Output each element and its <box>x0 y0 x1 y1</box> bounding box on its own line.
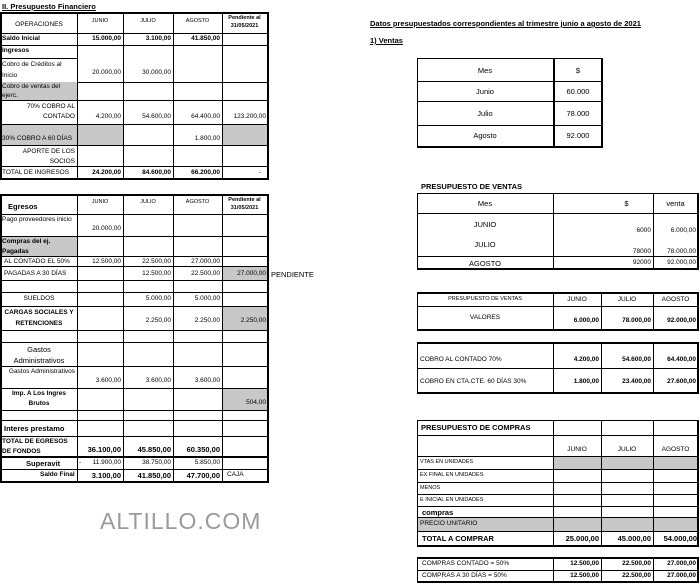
superavit-label: Superavit <box>26 459 61 468</box>
superavit-dash: - <box>79 459 82 466</box>
cobro-contado-julio: 54.600,00 <box>622 356 651 363</box>
saldo-final-julio: 41.850,00 <box>137 471 171 480</box>
pag30-julio: 12.500,00 <box>142 270 171 277</box>
saldo-junio: 15.000,00 <box>92 35 121 42</box>
cobro-contado-junio: 4.200,00 <box>573 356 599 363</box>
contado-agosto: 27.000,00 <box>191 258 220 265</box>
ventas-val-3: 92.000 <box>566 131 590 140</box>
compras-30-label: COMPRAS A 30 DÍAS = 50% <box>422 572 507 579</box>
saldo-final-junio: 3.100,00 <box>91 471 121 480</box>
right-title: Datos presupuestados correspondientes al trimestre junio a agosto de 2021 <box>370 19 641 28</box>
pv-venta-3: 92.000,00 <box>667 259 696 266</box>
compras-contado-junio: 12.500,00 <box>570 560 599 567</box>
col-pendiente-2: Pendiente al 31/05/2021 <box>228 197 261 211</box>
pv-venta-1: 6.000,00 <box>670 227 696 234</box>
grey-cell <box>553 456 698 469</box>
total-comprar-agosto: 54.000,00 <box>663 534 697 543</box>
pv-val-1: 6000 <box>636 227 651 234</box>
pv-mes-2: JULIO <box>474 240 496 249</box>
col-agosto-2: AGOSTO <box>185 199 210 205</box>
pv-venta-2: 78.000,00 <box>667 248 696 255</box>
cobro-cta-julio: 23.400,00 <box>622 378 651 385</box>
compras-30-agosto: 27.000,00 <box>667 572 696 579</box>
total-comprar-junio: 25.000,00 <box>565 534 599 543</box>
total-ingresos-label: TOTAL DE INGRESOS <box>2 169 70 176</box>
rv-col-agosto: AGOSTO <box>661 296 690 303</box>
ingresos-brutos-label: Imp. A Los Ingres Brutos <box>11 390 67 407</box>
pv-col-dollar: $ <box>624 199 629 208</box>
total-ing-julio: 84.600,00 <box>142 169 171 176</box>
total-comprar-label: TOTAL A COMPRAR <box>422 534 494 543</box>
compras-pagadas-label: Compras del ej. Pagadas <box>2 238 51 255</box>
col-julio: JULIO <box>140 18 156 24</box>
pendiente-note: PENDIENTE <box>271 270 314 279</box>
gastos-adm-title: Gastos Administrativos <box>13 345 65 365</box>
saldo-final-label: Saldo Final <box>40 471 75 478</box>
saldo-julio: 3.100,00 <box>145 35 171 42</box>
cobro-cta-agosto: 27.600,00 <box>667 378 696 385</box>
compras-label: compras <box>422 508 454 517</box>
total-egr-junio: 36.100,00 <box>87 445 121 454</box>
gastos-agosto: 3.600,00 <box>194 377 220 384</box>
ventas-mes-2: Julio <box>477 109 493 118</box>
cobro70-julio: 54.600,00 <box>142 113 171 120</box>
menos-label: MENOS <box>420 485 441 491</box>
total-ing-agosto: 66.200,00 <box>191 169 220 176</box>
cobro-70-label: 70% COBRO AL CONTADO <box>26 103 75 120</box>
rv-val-junio: 6.000,00 <box>573 317 599 324</box>
ingresos-brutos-pend: 504,00 <box>246 399 266 406</box>
pv-val-3: 92000 <box>632 259 651 266</box>
cobro-cta-junio: 1.800,00 <box>573 378 599 385</box>
compras-contado-julio: 22.500,00 <box>622 560 651 567</box>
presupuesto-ventas-title: PRESUPUESTO DE VENTAS <box>421 182 522 191</box>
compras-30-junio: 12.500,00 <box>570 572 599 579</box>
cargas-julio: 2.250,00 <box>145 317 171 324</box>
cobro-ventas-label: Cobro de ventas del ejerc. <box>2 83 61 99</box>
ventas-mes-1: Junio <box>476 87 494 96</box>
cobro-contado-agosto: 64.400,00 <box>667 356 696 363</box>
rv-val-agosto: 92.000,00 <box>667 317 696 324</box>
saldo-agosto: 41.850,00 <box>191 35 220 42</box>
grey-cell <box>222 124 268 145</box>
cobro70-pend: 123.200,00 <box>233 113 266 120</box>
pc-col-junio: JUNIO <box>567 446 587 453</box>
superavit-junio: 11.900,00 <box>92 459 121 466</box>
sueldos-agosto: 5.000,00 <box>194 295 220 302</box>
cargas-sociales-label: CARGAS SOCIALES Y RETENCIONES <box>4 309 74 327</box>
ventas-heading: 1) Ventas <box>370 36 403 45</box>
compras-contado-label: COMPRAS CONTADO = 50% <box>422 560 510 567</box>
col-operaciones: OPERACIONES <box>15 21 63 28</box>
saldo-inicial-label: Saldo Inicial <box>2 35 40 42</box>
rv-label: PRESUPUESTO DE VENTAS <box>448 296 522 302</box>
sueldos-label: SUELDOS <box>23 295 55 302</box>
gastos-junio: 3.600,00 <box>95 377 121 384</box>
superavit-julio: 38.750,00 <box>142 459 171 466</box>
contado-junio: 12.500,00 <box>92 258 121 265</box>
pc-col-agosto: AGOSTO <box>661 446 690 453</box>
caja-label: CAJA <box>227 471 244 478</box>
ventas-col-mes: Mes <box>477 66 493 75</box>
total-ing-junio: 24.200,00 <box>92 169 121 176</box>
sueldos-julio: 5.000,00 <box>145 295 171 302</box>
cobro-cred-junio: 20.000,00 <box>92 69 121 76</box>
ventas-mes-3: Agosto <box>473 131 497 140</box>
contado-julio: 22.500,00 <box>142 258 171 265</box>
pv-val-2: 78000 <box>632 248 651 255</box>
cobro-contado-label: COBRO AL CONTADO 70% <box>420 356 502 363</box>
rv-val-julio: 78.000,00 <box>622 317 651 324</box>
cobro-30-label: 30% COBRO A 60 DÍAS <box>2 135 73 142</box>
total-comprar-julio: 45.000,00 <box>617 534 651 543</box>
pago-prov-junio: 20.000,00 <box>92 225 121 232</box>
pagadas-30-label: PAGADAS A 30 DÍAS <box>4 270 67 277</box>
precio-unitario-label: PRECIO UNITARIO <box>420 520 478 527</box>
aporte-label: APORTE DE LOS SOCIOS <box>22 148 75 165</box>
presupuesto-compras-title: PRESUPUESTO DE COMPRAS <box>421 423 531 432</box>
cobro-cta-label: COBRO EN CTA.CTE. 60 DÍAS 30% <box>420 378 527 385</box>
saldo-final-agosto: 47.700,00 <box>186 471 220 480</box>
cobro70-agosto: 64.400,00 <box>191 113 220 120</box>
contado-50-label: AL CONTADO EL 50% <box>4 258 70 265</box>
egresos-label: Egresos <box>8 202 38 211</box>
cobro70-junio: 4.200,00 <box>95 113 121 120</box>
ventas-val-1: 60.000 <box>566 87 590 96</box>
total-egr-julio: 45.850,00 <box>137 445 171 454</box>
total-egresos-label: TOTAL DE EGRESOS DE FONDOS <box>2 438 68 455</box>
pag30-agosto: 22.500,00 <box>191 270 220 277</box>
pv-col-mes: Mes <box>477 199 493 208</box>
pv-mes-1: JUNIO <box>473 220 497 229</box>
e-inicial-label: E INICIAL EN UNIDADES <box>420 497 484 503</box>
gastos-julio: 3.600,00 <box>145 377 171 384</box>
pv-mes-3: AGOSTO <box>469 259 501 268</box>
total-ing-pend: - <box>258 169 261 176</box>
pago-proveedores-label: Pago proveedores inicio <box>2 216 72 223</box>
pv-col-venta: venta <box>666 199 685 208</box>
vtas-unidades-label: VTAS EN UNIDADES <box>420 459 474 465</box>
total-egr-agosto: 60.350,00 <box>186 445 220 454</box>
compras-30-julio: 22.500,00 <box>622 572 651 579</box>
grey-cell <box>77 124 123 145</box>
rv-valores-label: VALORES <box>469 314 501 321</box>
ex-final-label: EX FINAL EN UNIDADES <box>420 472 484 478</box>
rv-col-junio: JUNIO <box>567 296 587 303</box>
cobro30-agosto: 1.800,00 <box>194 135 220 142</box>
cargas-pend: 2.250,00 <box>240 317 266 324</box>
pc-col-julio: JULIO <box>617 446 637 453</box>
watermark: ALTILLO.COM <box>100 508 262 534</box>
ventas-col-dollar: $ <box>575 66 581 75</box>
ventas-val-2: 78.000 <box>566 109 590 118</box>
gastos-adm-label: Gastos Administrativos <box>8 368 75 375</box>
col-julio-2: JULIO <box>140 199 156 205</box>
superavit-agosto: 5.850,00 <box>194 459 220 466</box>
col-agosto: AGOSTO <box>185 18 210 24</box>
col-pendiente: Pendiente al 31/05/2021 <box>228 15 261 29</box>
page-title: II. Presupuesto Financiero <box>2 2 96 11</box>
col-junio: JUNIO <box>91 18 109 24</box>
cobro-creditos-label: Cobro de Créditos al Inicio <box>2 61 62 79</box>
ingresos-label: Ingresos <box>2 47 30 54</box>
cobro-cred-julio: 30.000,00 <box>142 69 171 76</box>
pag30-pend: 27.000,00 <box>237 270 266 277</box>
rv-col-julio: JULIO <box>617 296 637 303</box>
compras-contado-agosto: 27.000,00 <box>667 560 696 567</box>
col-junio-2: JUNIO <box>91 199 109 205</box>
cargas-agosto: 2.250,00 <box>194 317 220 324</box>
interes-prestamo-label: Interes prestamo <box>4 424 65 433</box>
